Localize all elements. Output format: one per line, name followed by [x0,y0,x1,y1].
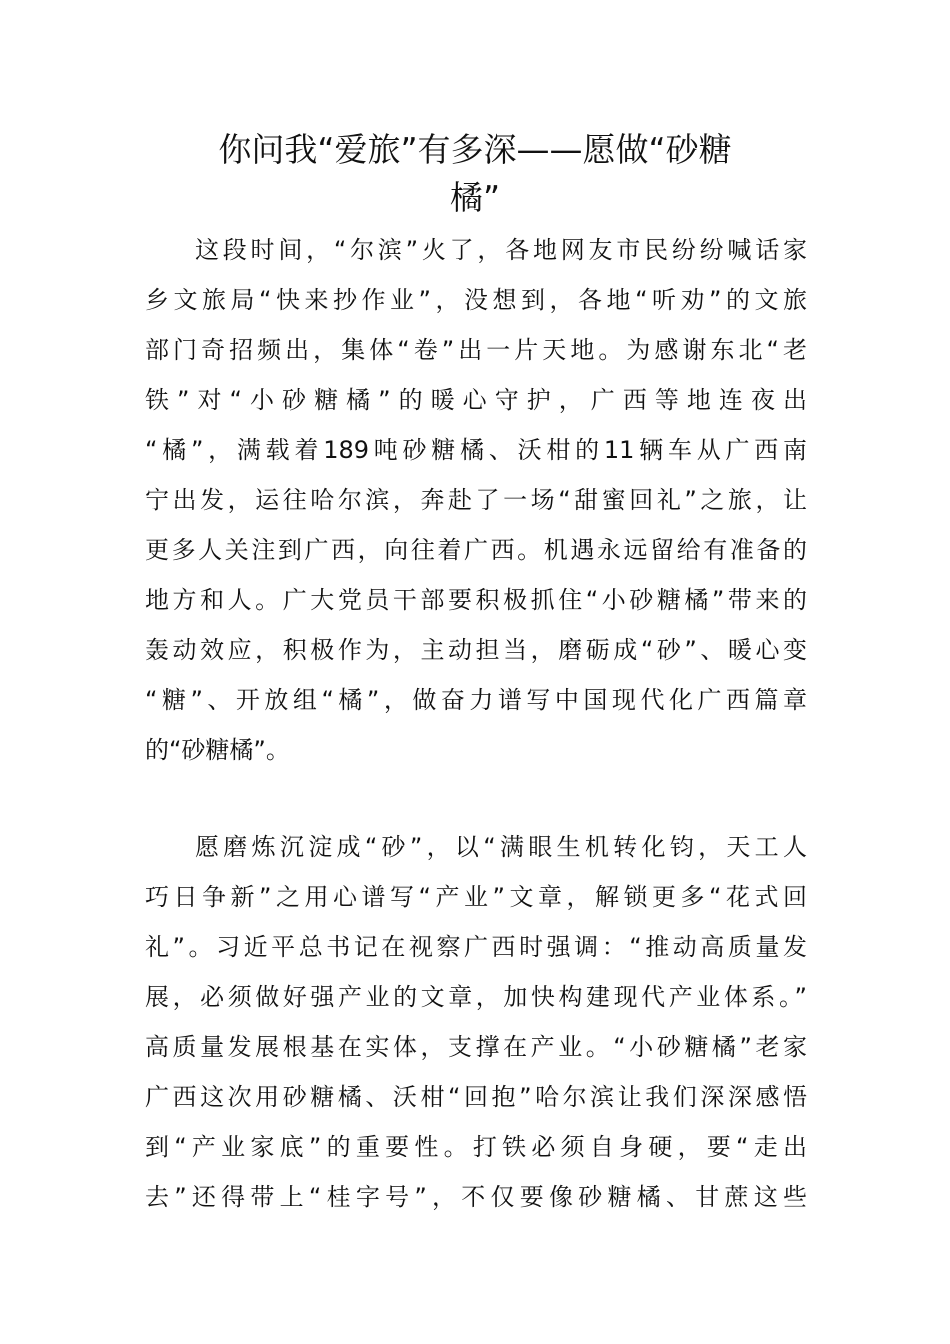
paragraph-line: 到“产业家底”的重要性。打铁必须自身硬，要“走出 [145,1133,807,1161]
document-title [145,126,805,222]
paragraph-line: 展，必须做好强产业的文章，加快构建现代产业体系。” [145,983,807,1011]
paragraph-line: 轰动效应，积极作为，主动担当，磨砺成“砂”、暖心变 [145,636,807,664]
paragraph-line: 宁出发，运往哈尔滨，奔赴了一场“甜蜜回礼”之旅，让 [145,486,807,514]
paragraph-line: “橘”，满载着189吨砂糖橘、沃柑的11辆车从广西南 [145,436,807,464]
paragraph-line: 去”还得带上“桂字号”，不仅要像砂糖橘、甘蔗这些 [145,1183,807,1211]
title-line-1: 你问我“爱旅”有多深——愿做“砂糖 [218,130,732,169]
paragraph-line: 高质量发展根基在实体，支撑在产业。“小砂糖橘”老家 [145,1033,807,1061]
paragraph-line: 地方和人。广大党员干部要积极抓住“小砂糖橘”带来的 [145,586,807,614]
paragraph-line: 铁”对“小砂糖橘”的暖心守护，广西等地连夜出 [145,386,807,414]
paragraph-line: 部门奇招频出，集体“卷”出一片天地。为感谢东北“老 [145,336,807,364]
paragraph-1 [145,225,807,775]
paragraph-line: 更多人关注到广西，向往着广西。机遇永远留给有准备的 [145,536,807,564]
paragraph-line: 愿磨炼沉淀成“砂”，以“满眼生机转化钧，天工人 [195,833,807,861]
paragraph-line: 这段时间，“尔滨”火了，各地网友市民纷纷喊话家 [195,236,807,264]
paragraph-line: 礼”。习近平总书记在视察广西时强调：“推动高质量发 [145,933,807,961]
paragraph-line: “糖”、开放组“橘”，做奋力谱写中国现代化广西篇章 [145,686,807,714]
title-line-2: 橘” [449,178,501,217]
paragraph-line: 巧日争新”之用心谱写“产业”文章，解锁更多“花式回 [145,883,807,911]
paragraph-line: 广西这次用砂糖橘、沃柑“回抱”哈尔滨让我们深深感悟 [145,1083,807,1111]
paragraph-line: 的“砂糖橘”。 [145,736,290,764]
paragraph-2 [145,822,807,1222]
paragraph-line: 乡文旅局“快来抄作业”，没想到，各地“听劝”的文旅 [145,286,807,314]
